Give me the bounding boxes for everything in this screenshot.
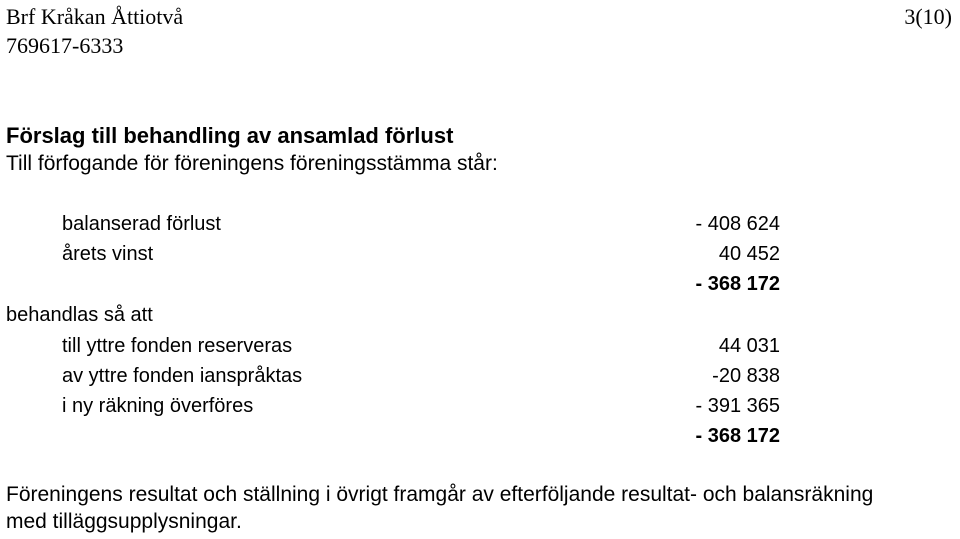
available-row-label: balanserad förlust bbox=[62, 213, 221, 235]
treatment-row-label: i ny räkning överföres bbox=[62, 395, 254, 417]
footer-line: med tilläggsupplysningar. bbox=[6, 510, 242, 533]
treatment-row-value: 44 031 bbox=[718, 335, 780, 357]
treatment-row-value: -20 838 bbox=[712, 365, 780, 387]
footer-line: Föreningens resultat och ställning i övrigt framgår av efterföljande resultat- och balansräkning bbox=[6, 483, 874, 506]
available-row-label: årets vinst bbox=[62, 243, 154, 265]
page-number: 3(10) bbox=[904, 4, 952, 29]
section-intro: Till förfogande för föreningens föreningsstämma står: bbox=[6, 152, 498, 175]
organization-number: 769617-6333 bbox=[6, 33, 124, 58]
treatment-row-value: - 391 365 bbox=[695, 395, 780, 417]
treatment-row-label: av yttre fonden ianspråktas bbox=[62, 365, 303, 387]
treatment-heading: behandlas så att bbox=[6, 304, 153, 326]
treatment-row-label: till yttre fonden reserveras bbox=[62, 335, 293, 357]
section-title: Förslag till behandling av ansamlad förlust bbox=[6, 123, 454, 148]
organization-name: Brf Kråkan Åttiotvå bbox=[6, 4, 184, 29]
treatment-total: - 368 172 bbox=[695, 425, 780, 447]
available-row-value: - 408 624 bbox=[695, 213, 780, 235]
available-row-value: 40 452 bbox=[718, 243, 780, 265]
available-total: - 368 172 bbox=[695, 273, 780, 295]
